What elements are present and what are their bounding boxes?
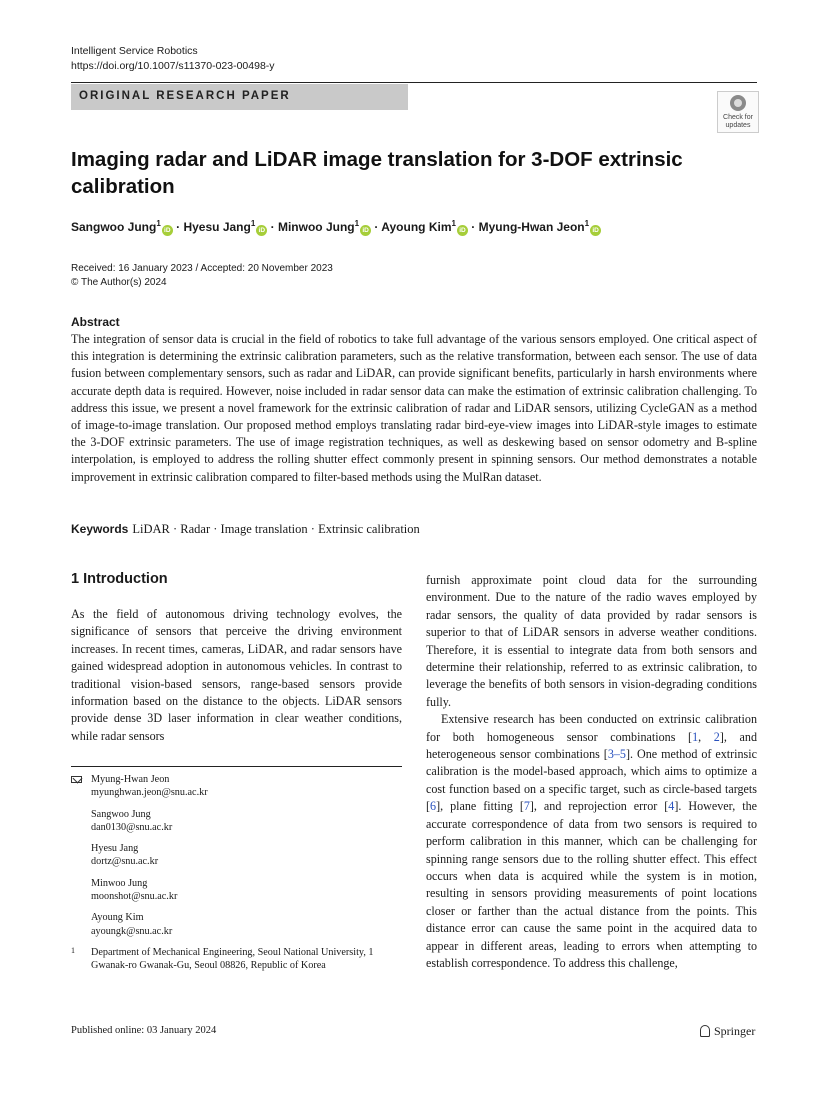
citation-link[interactable]: 7 bbox=[523, 799, 530, 814]
contact-email[interactable]: myunghwan.jeon@snu.ac.kr bbox=[91, 787, 208, 799]
check-updates-icon bbox=[730, 95, 746, 111]
article-type-banner bbox=[71, 84, 408, 110]
journal-name: Intelligent Service Robotics bbox=[71, 45, 198, 57]
copyright: © The Author(s) 2024 bbox=[71, 277, 167, 288]
paragraph-text: ], and heterogeneous sensor combinations [ bbox=[426, 729, 757, 762]
article-dates bbox=[71, 262, 333, 290]
author-affiliation-sup: 1 bbox=[354, 219, 360, 228]
contact-email[interactable]: ayoungk@snu.ac.kr bbox=[91, 925, 173, 937]
intro-column-right bbox=[426, 572, 757, 972]
author-separator: · bbox=[371, 220, 382, 234]
paper-title: Imaging radar and LiDAR image translation for 3-DOF extrinsic calibration bbox=[71, 148, 683, 198]
intro-paragraph-2 bbox=[426, 711, 757, 972]
section-heading-introduction: 1 Introduction bbox=[71, 571, 168, 587]
springer-horse-icon bbox=[700, 1025, 710, 1037]
orcid-icon[interactable]: iD bbox=[360, 225, 371, 236]
keywords bbox=[71, 522, 420, 537]
orcid-icon[interactable]: iD bbox=[256, 225, 267, 236]
check-updates-line1: Check for bbox=[723, 114, 753, 121]
envelope-icon bbox=[71, 776, 82, 783]
contact-email[interactable]: dan0130@snu.ac.kr bbox=[91, 821, 173, 833]
footnote-rule bbox=[71, 766, 402, 767]
keywords-label: Keywords bbox=[71, 522, 129, 536]
author-affiliation-sup: 1 bbox=[584, 219, 590, 228]
keywords-text: LiDAR · Radar · Image translation · Extrinsic calibration bbox=[132, 522, 420, 536]
author-contacts bbox=[71, 773, 402, 973]
intro-paragraph-1: furnish approximate point cloud data for the surrounding environment. Due to the nature of the radio waves employed by radar sensors, the quality of data provided by radar sensors is superior to that of LiDAR sensors in adverse weather conditions. Therefore, it is essential to integrate data from both sensors and determine their relationship, referred to as extrinsic calibration, to leverage the benefits of both sensors in vision-degrading conditions fully. bbox=[426, 573, 757, 709]
contact-name: Ayoung Kim bbox=[91, 912, 144, 924]
check-for-updates-badge[interactable] bbox=[717, 91, 759, 133]
contact-entry bbox=[71, 842, 402, 869]
author-affiliation-sup: 1 bbox=[250, 219, 256, 228]
affiliation-number: 1 bbox=[71, 945, 75, 955]
affiliation-text: Department of Mechanical Engineering, Seoul National University, 1 Gwanak-ro Gwanak-Gu, Seoul 08826, Republic of Korea bbox=[91, 946, 374, 972]
orcid-icon[interactable]: iD bbox=[590, 225, 601, 236]
paragraph-text: ], and reprojection error [ bbox=[529, 799, 669, 814]
publisher-logo bbox=[700, 1024, 755, 1039]
citation-link[interactable]: 1 bbox=[692, 729, 699, 744]
header-rule bbox=[71, 82, 757, 83]
author-name[interactable]: Hyesu Jang bbox=[183, 220, 251, 234]
paragraph-text: Extensive research has been conducted on extrinsic calibration for both homogeneous sensor combinations [ bbox=[426, 712, 757, 744]
contact-name: Sangwoo Jung bbox=[91, 808, 151, 820]
author-affiliation-sup: 1 bbox=[451, 219, 456, 228]
paragraph-text: ]. However, the accurate correspondence of data from two sensors is required to perform calibration in this manner, which can be challenging for spinning range sensors due to the rolling shutter effect. This effect occurs when data is acquired while the system is in motion, resulting in sensors providing measurements of point locations closer or farther than the actual distance from the points. This distance error can cause the same point in the acquired data to appear in different areas, leading to errors when attempting to establish correspondence. To address this challenge, bbox=[426, 799, 757, 970]
author-affiliation-sup: 1 bbox=[156, 219, 161, 228]
contact-name: Minwoo Jung bbox=[91, 877, 148, 889]
published-date: Published online: 03 January 2024 bbox=[71, 1025, 217, 1036]
received-accepted: Received: 16 January 2023 / Accepted: 20 November 2023 bbox=[71, 263, 333, 274]
intro-column-left: As the field of autonomous driving technology evolves, the significance of sensors that perceive the driving environment increases. In recent times, cameras, LiDAR, and radar sensors have gained widespread adoption in autonomous vehicles. In contrast to traditional vision-based sensors, range-based sensors provide information based on the distance to the objects. LiDAR sensors provide dense 3D laser information in clear weather conditions, while radar sensors bbox=[71, 607, 402, 743]
citation-link[interactable]: 6 bbox=[430, 799, 437, 814]
publisher-name: Springer bbox=[714, 1024, 756, 1038]
orcid-icon[interactable]: iD bbox=[457, 225, 468, 236]
contact-entry bbox=[71, 808, 402, 835]
author-separator: · bbox=[172, 220, 184, 234]
orcid-icon[interactable]: iD bbox=[162, 225, 173, 236]
author-name[interactable]: Minwoo Jung bbox=[277, 220, 355, 234]
contact-entry bbox=[71, 877, 402, 904]
contact-entry bbox=[71, 911, 402, 938]
abstract-text: The integration of sensor data is crucial in the field of robotics to take full advantage of the various sensors employed. One critical aspect of this integration is determining the extrinsic calibration parameters, such as the relative transformation, between each sensor. The use of data fusion between complementary sensors, such as radar and LiDAR, can provide significant benefits, particularly in harsh environments where accurate depth data is required. However, noise included in radar sensor data can make the estimation of extrinsic calibration challenging. To address this issue, we present a novel framework for the extrinsic calibration of radar and LiDAR sensors, utilizing CycleGAN as a method of image-to-image translation. Our proposed method employs translating radar bird-eye-view images into LiDAR-style images to estimate the 3-DOF extrinsic parameters. The use of image registration techniques, as well as deskewing based on sensor odometry and B-spline interpolation, is employed to address the rolling shutter effect commonly present in spinning sensors. Our method demonstrates a notable improvement in extrinsic calibration compared to filter-based methods using the MulRan dataset. bbox=[71, 332, 757, 484]
contact-email[interactable]: moonshot@snu.ac.kr bbox=[91, 891, 178, 903]
paragraph-text: ]. One method of extrinsic calibration is the model-based approach, which aims to optimize a cost function based on a specific target, such as circle-based targets [ bbox=[426, 747, 757, 814]
journal-header bbox=[71, 44, 275, 74]
article-type-label: ORIGINAL RESEARCH PAPER bbox=[79, 90, 291, 102]
contact-name: Myung-Hwan Jeon bbox=[91, 774, 170, 785]
author-name[interactable]: Myung-Hwan Jeon bbox=[478, 220, 585, 234]
contact-name: Hyesu Jang bbox=[91, 843, 139, 855]
citation-link[interactable]: 4 bbox=[668, 799, 675, 814]
author-list bbox=[71, 219, 601, 236]
paragraph-text: ], plane fitting [ bbox=[436, 799, 524, 814]
contact-email[interactable]: dortz@snu.ac.kr bbox=[91, 856, 159, 868]
check-updates-line2: updates bbox=[725, 122, 751, 129]
paragraph-text: , bbox=[698, 729, 714, 744]
citation-link[interactable]: 3–5 bbox=[607, 747, 626, 762]
author-separator: · bbox=[467, 220, 479, 234]
abstract-heading: Abstract bbox=[71, 315, 120, 329]
author-separator: · bbox=[267, 220, 278, 234]
affiliation bbox=[71, 946, 402, 973]
author-name[interactable]: Sangwoo Jung bbox=[71, 220, 157, 234]
contact-entry bbox=[71, 773, 402, 800]
author-name[interactable]: Ayoung Kim bbox=[381, 220, 452, 234]
citation-link[interactable]: 2 bbox=[713, 729, 720, 744]
doi-link[interactable]: https://doi.org/10.1007/s11370-023-00498-y bbox=[71, 60, 275, 72]
